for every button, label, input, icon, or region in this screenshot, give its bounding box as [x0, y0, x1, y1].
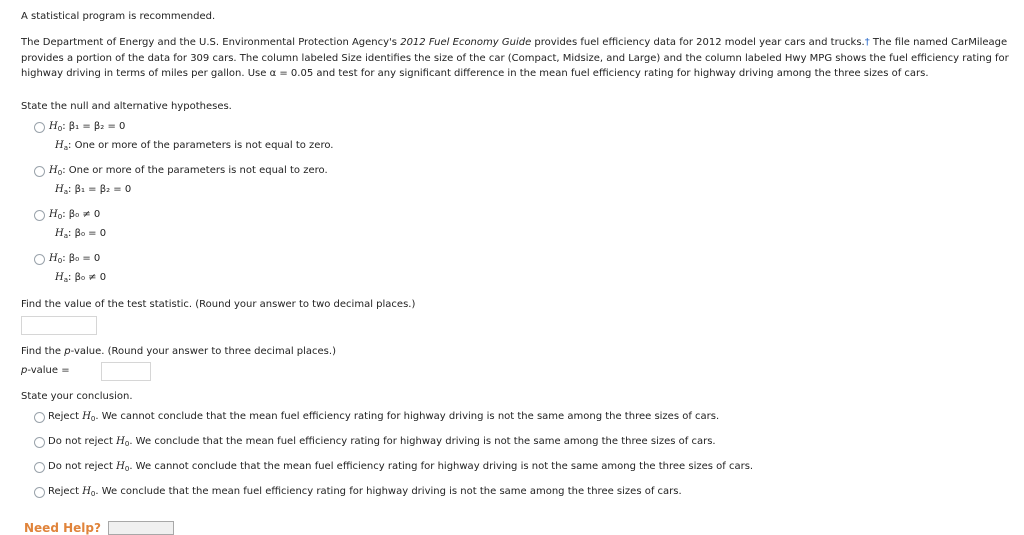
hyp-option-2-h0: $H_0$: One or more of the parameters is not equal to zero.	[49, 165, 328, 177]
problem-intro	[21, 35, 1016, 82]
intro-text-2: provides fuel efficiency data for 2012 model year cars and trucks.	[531, 37, 865, 48]
conclusion-option-1-label: Reject $H_0$. We cannot conclude that the mean fuel efficiency rating for highway driving is not the same among the three sizes of cars.	[48, 411, 720, 423]
hyp-option-1-h0: $H_0$: β₁ = β₂ = 0	[49, 121, 126, 133]
pvalue-prompt: Find the p-value. (Round your answer to three decimal places.)	[21, 346, 336, 357]
pvalue-input[interactable]	[101, 362, 151, 381]
conclusion-prompt: State your conclusion.	[21, 391, 133, 402]
hyp-option-2-radio[interactable]	[34, 166, 45, 177]
hyp-option-2-ha: $H_a$: β₁ = β₂ = 0	[55, 184, 132, 196]
hypotheses-prompt: State the null and alternative hypotheses.	[21, 101, 232, 112]
hyp-option-3-ha: $H_a$: β₀ = 0	[55, 228, 107, 240]
need-help-label: Need Help?	[24, 521, 101, 535]
hyp-option-1-radio[interactable]	[34, 122, 45, 133]
conclusion-option-4-radio[interactable]	[34, 487, 45, 498]
instruction-header: A statistical program is recommended.	[21, 11, 216, 22]
pvalue-label: p-value =	[21, 365, 70, 376]
conclusion-option-3-radio[interactable]	[34, 462, 45, 473]
hyp-option-1-ha: $H_a$: One or more of the parameters is not equal to zero.	[55, 140, 334, 152]
conclusion-option-4-label: Reject $H_0$. We conclude that the mean fuel efficiency rating for highway driving is not the same among the three sizes of cars.	[48, 486, 682, 498]
intro-text: The Department of Energy and the U.S. Environmental Protection Agency's	[21, 37, 401, 48]
hyp-option-4-ha: $H_a$: β₀ ≠ 0	[55, 272, 107, 284]
conclusion-option-2-radio[interactable]	[34, 437, 45, 448]
test-stat-input[interactable]	[21, 316, 97, 335]
hyp-option-3-radio[interactable]	[34, 210, 45, 221]
read-it-button[interactable]	[108, 521, 174, 535]
test-stat-prompt: Find the value of the test statistic. (Round your answer to two decimal places.)	[21, 299, 416, 310]
conclusion-option-2-label: Do not reject $H_0$. We conclude that the mean fuel efficiency rating for highway driving is not the same among the three sizes of cars.	[48, 436, 716, 448]
conclusion-option-3-label: Do not reject $H_0$. We cannot conclude that the mean fuel efficiency rating for highway driving is not the same among the three sizes of cars.	[48, 461, 754, 473]
footnote-link[interactable]: †	[864, 37, 870, 48]
hyp-option-3-h0: $H_0$: β₀ ≠ 0	[49, 209, 101, 221]
guide-title: 2012 Fuel Economy Guide	[400, 37, 532, 48]
conclusion-option-1-radio[interactable]	[34, 412, 45, 423]
hyp-option-4-radio[interactable]	[34, 254, 45, 265]
intro-text-3: The file named CarMileage provides a portion of the data for 309 cars. The column labeled Size identifies the size of the car (Compact, Midsize, and Large) and the column labeled Hwy MPG shows the fuel efficiency rating for highway driving in terms of miles per gallon. Use α = 0.05 and test for any significant difference in the mean fuel efficiency rating for highway driving among the three sizes of cars.	[21, 37, 1009, 79]
hyp-option-4-h0: $H_0$: β₀ = 0	[49, 253, 101, 265]
